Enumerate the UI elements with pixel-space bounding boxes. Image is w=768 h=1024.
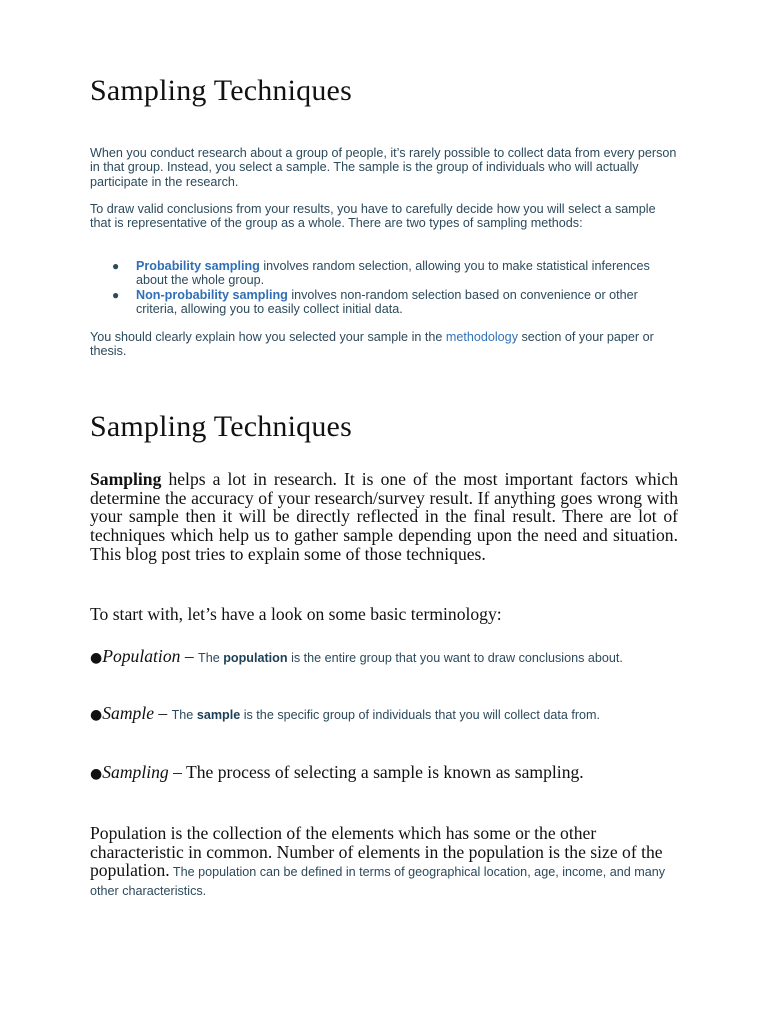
methodology-link[interactable]: methodology — [445, 330, 518, 344]
list-item-probability — [90, 259, 678, 288]
sampling-types-list — [90, 259, 678, 317]
intro-paragraph-methods: To draw valid conclusions from your results, you have to carefully decide how you will select a sample that is representative of the group as a whole. There are two types of sampling methods: — [90, 202, 656, 231]
methodology-paragraph — [90, 330, 678, 359]
definition-text: is the entire group that you want to draw conclusions about. — [287, 651, 623, 665]
definition-pre: The — [171, 708, 197, 722]
definition-bold-term: sample — [196, 708, 241, 722]
list-item-text: involves non-random selection based on convenience or other criteria, allowing you to easily collect initial data. — [136, 287, 638, 317]
list-item-text: involves random selection, allowing you to make statistical inferences about the whole group. — [136, 259, 650, 288]
definition-bold-term: population — [223, 651, 288, 665]
definition-pre: The — [198, 651, 224, 665]
section-title-2: Sampling Techniques — [90, 410, 352, 443]
intro-paragraph: When you conduct research about a group of people, it’s rarely possible to collect data from every person in that group. Instead, you select a sample. The sample is the group of individuals who will actually participate in the research. — [90, 146, 677, 189]
definition-text: – The process of selecting a sample is known as sampling. — [168, 762, 584, 782]
population-paragraph — [90, 824, 678, 899]
body-paragraph-sampling — [90, 470, 678, 564]
population-sans-text: The population can be defined in terms of geographical location, age, income, and many other characteristics. — [90, 865, 666, 899]
body-paragraph-text: helps a lot in research. It is one of the most important factors which determine the accuracy of your research/survey result. If anything goes wrong with your sample then it will be directly reflected in the final result. There are lot of techniques which help us to gather sample depending upon the need and situation. This blog post tries to explain some of those techniques. — [90, 469, 678, 564]
definition-term: Population — [102, 646, 181, 666]
population-serif-text: Population is the collection of the elements which has some or the other characteristic in common. Number of elements in the population is the size of the population. — [90, 823, 663, 881]
list-item-non-probability — [90, 288, 678, 317]
terminology-intro: To start with, let’s have a look on some basic terminology: — [90, 604, 502, 624]
section-title: Sampling Techniques — [90, 74, 352, 107]
definition-term: Sample — [102, 703, 155, 723]
definition-population — [90, 646, 678, 666]
definition-text: is the specific group of individuals that you will collect data from. — [240, 708, 601, 722]
sampling-bold-term: Sampling — [90, 469, 162, 489]
bullet-icon: ● — [90, 650, 103, 666]
definition-sample — [90, 703, 678, 723]
methodology-text-before: You should clearly explain how you selected your sample in the — [90, 330, 446, 344]
bullet-icon: ● — [112, 259, 120, 273]
definition-dash: – — [180, 646, 199, 666]
methodology-text-after: section of your paper or thesis. — [90, 330, 654, 359]
bullet-icon: ● — [90, 766, 103, 782]
definition-term: Sampling — [102, 762, 169, 782]
probability-sampling-link[interactable]: Probability sampling — [136, 259, 260, 273]
definition-sampling — [90, 763, 678, 784]
definition-dash: – — [154, 703, 172, 723]
non-probability-sampling-link[interactable]: Non-probability sampling — [136, 287, 288, 302]
bullet-icon: ● — [90, 707, 103, 723]
bullet-icon: ● — [112, 287, 120, 302]
